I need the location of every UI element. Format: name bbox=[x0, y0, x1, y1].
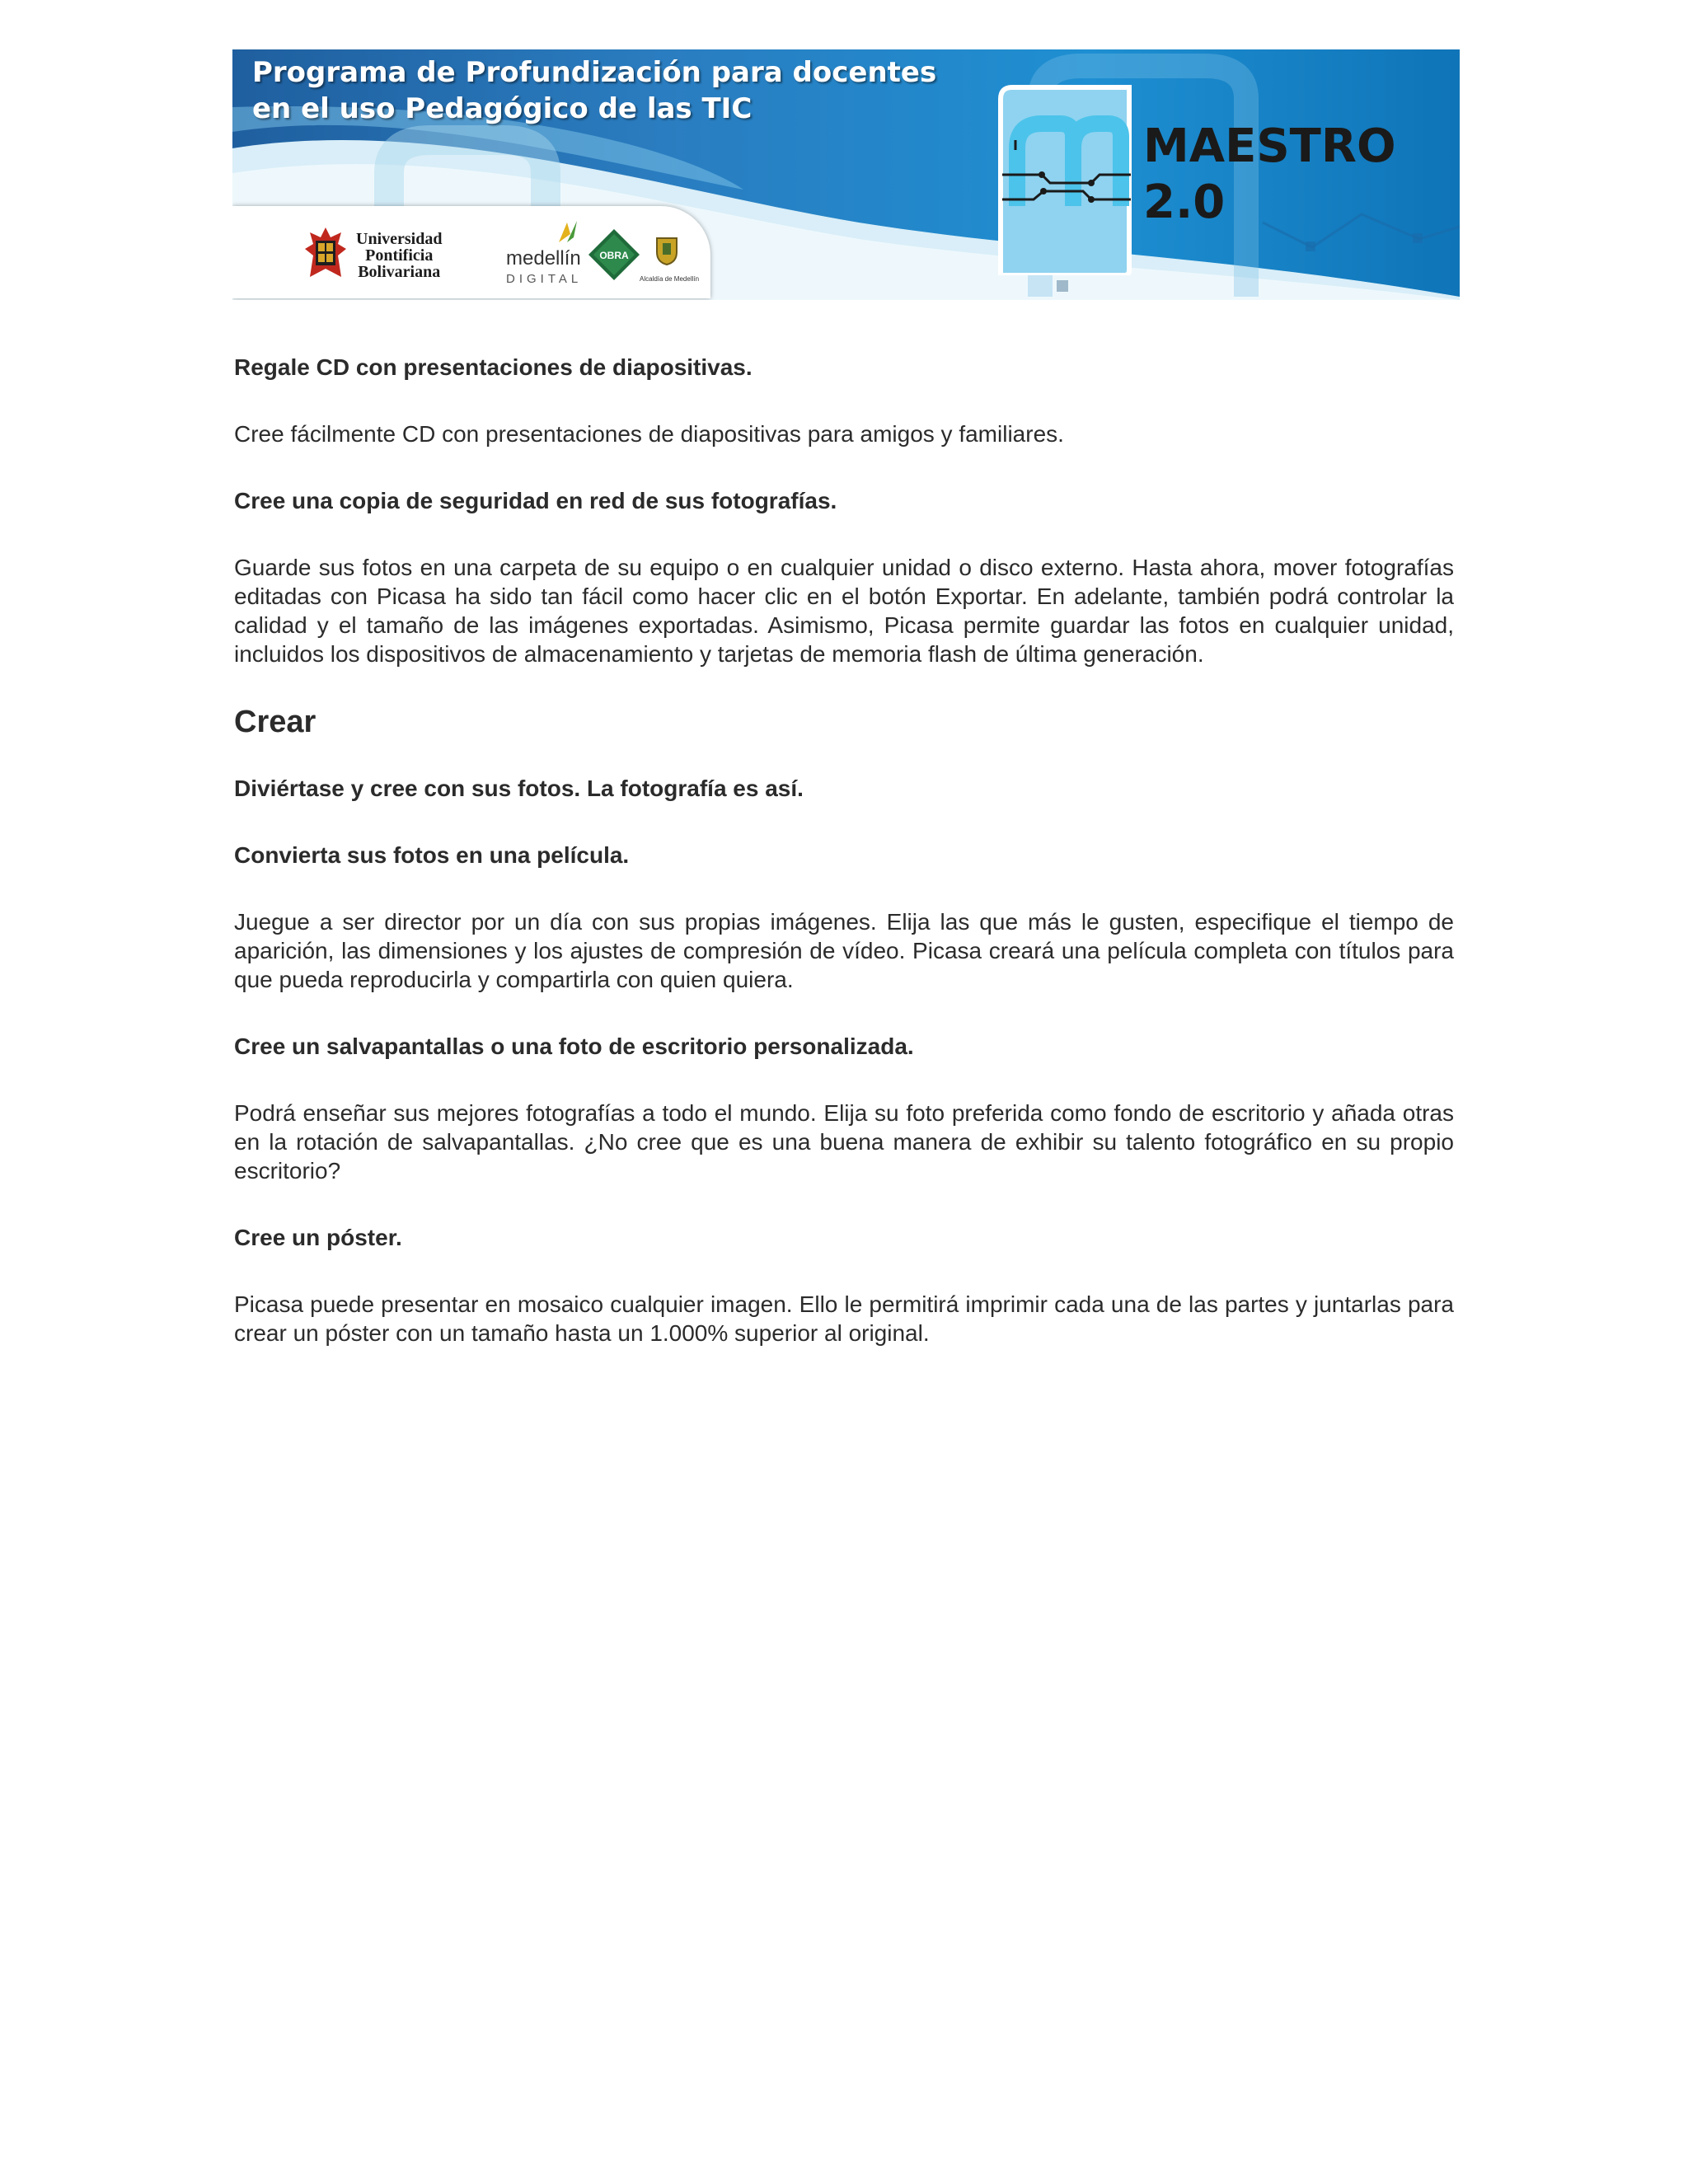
subheading-copia-seguridad: Cree una copia de seguridad en red de sus fotografías. bbox=[234, 488, 837, 513]
paragraph-poster: Picasa puede presentar en mosaico cualquier imagen. Ello le permitirá imprimir cada una de las partes y juntarlas para crear un póster con un tamaño hasta un 1.000% superior al original. bbox=[234, 1291, 1454, 1346]
subheading-diviertase: Diviértase y cree con sus fotos. La fotografía es así. bbox=[234, 776, 804, 801]
maestro-logo-text bbox=[1143, 119, 1396, 231]
paragraph-salvapantallas: Podrá enseñar sus mejores fotografías a todo el mundo. Elija su foto preferida como fondo de escritorio y añada otras en la rotación de salvapantallas. ¿No cree que es una buena manera de exhibir su talento fotográfico en su propio escritorio? bbox=[234, 1100, 1454, 1183]
subheading-pelicula: Convierta sus fotos en una película. bbox=[234, 842, 630, 868]
alcaldia-seal-icon bbox=[654, 236, 679, 265]
medellin-digital-sub: DIGITAL bbox=[506, 272, 583, 286]
upb-line2: Pontificia bbox=[365, 246, 434, 265]
svg-text:OBRA: OBRA bbox=[599, 250, 629, 261]
paragraph-regale-cd: Cree fácilmente CD con presentaciones de diapositivas para amigos y familiares. bbox=[234, 421, 1064, 447]
maestro-line1: MAESTRO bbox=[1143, 120, 1396, 173]
program-title-line2: en el uso Pedagógico de las TIC bbox=[252, 92, 753, 125]
section-heading-crear: Crear bbox=[234, 705, 316, 739]
upb-logo-text bbox=[356, 231, 442, 280]
subheading-salvapantallas: Cree un salvapantallas o una foto de escritorio personalizada. bbox=[234, 1033, 914, 1059]
upb-line3: Bolivariana bbox=[358, 263, 441, 281]
alcaldia-text: Alcaldía de Medellín bbox=[640, 275, 700, 283]
sponsor-logos-panel bbox=[232, 206, 710, 298]
subheading-poster: Cree un póster. bbox=[234, 1225, 402, 1250]
program-title-line1: Programa de Profundización para docentes bbox=[252, 56, 937, 89]
medellin-digital-name: medellín bbox=[506, 247, 581, 269]
medellin-digital-leaf-icon bbox=[556, 218, 580, 246]
document-body bbox=[234, 353, 1454, 1347]
header-banner bbox=[232, 49, 1460, 300]
program-title bbox=[252, 54, 936, 127]
medellin-obra-badge-icon bbox=[587, 227, 641, 282]
paragraph-copia-seguridad: Guarde sus fotos en una carpeta de su equipo o en cualquier unidad o disco externo. Hasta ahora, mover fotografías editadas con Picasa ha sido tan fácil como hacer clic en el botón Exportar. En adelante, también podrá controlar la calidad y el tamaño de las imágenes exportadas. Asimismo, Picasa permite guardar las fotos en cualquier unidad, incluidos los dispositivos de almacenamiento y tarjetas de memoria flash de última generación. bbox=[234, 555, 1454, 667]
paragraph-pelicula: Juegue a ser director por un día con sus propias imágenes. Elija las que más le gusten, especifique el tiempo de aparición, las dimensiones y los ajustes de compresión de vídeo. Picasa creará una película completa con títulos para que pueda reproducirla y compartirla con quien quiera. bbox=[234, 909, 1454, 992]
maestro-m-logo-icon bbox=[992, 82, 1137, 275]
maestro-line2: 2.0 bbox=[1143, 176, 1226, 229]
subheading-regale-cd: Regale CD con presentaciones de diapositivas. bbox=[234, 354, 753, 380]
upb-crest-icon bbox=[303, 226, 348, 284]
upb-line1: Universidad bbox=[356, 230, 443, 248]
